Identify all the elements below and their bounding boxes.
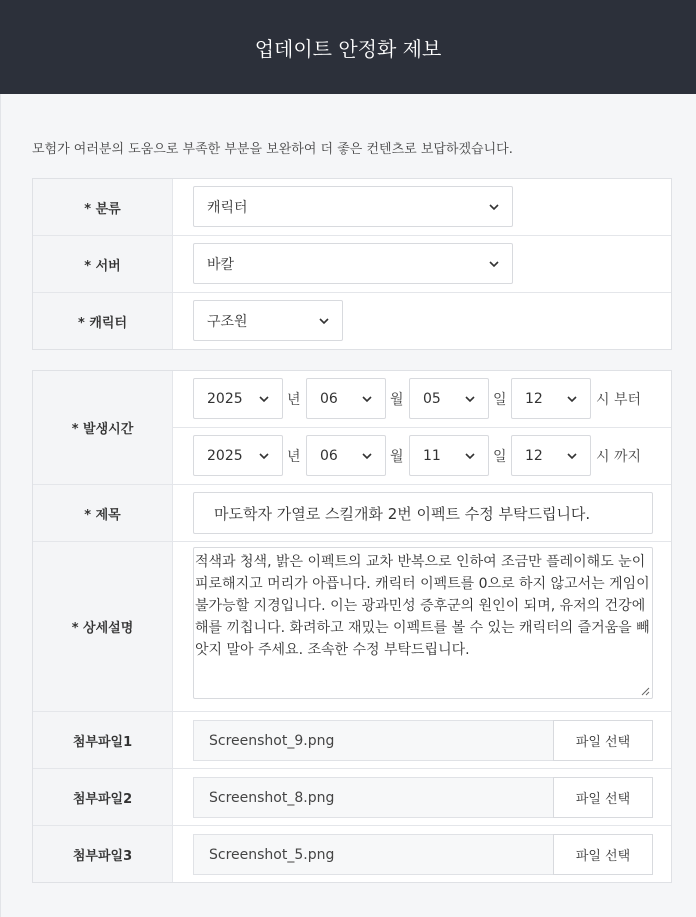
start-day-select[interactable] [409,378,489,419]
attachment-label: 첨부파일2 [33,769,173,825]
end-month-value: 06 [320,447,338,464]
time-row [33,371,671,485]
attachment-filename: Screenshot_9.png [193,720,555,761]
chevron-down-icon [566,393,578,405]
chevron-down-icon [361,393,373,405]
day-unit: 일 [493,392,507,408]
attachment-row-2 [33,769,671,826]
chevron-down-icon [488,201,500,213]
subject-label: * 제목 [33,485,173,541]
attachment-filename: Screenshot_8.png [193,777,555,818]
file-select-button[interactable]: 파일 선택 [553,720,653,761]
attachment-row-1 [33,712,671,769]
end-hour-value: 12 [525,447,543,464]
intro-text: 모험가 여러분의 도움으로 부족한 부분을 보완하여 더 좋은 컨텐츠로 보답하겠습니다. [32,142,513,157]
time-label: * 발생시간 [33,371,173,484]
resize-grip-icon[interactable] [641,687,650,696]
description-label: * 상세설명 [33,542,173,711]
start-time-group [173,371,671,428]
chevron-down-icon [361,450,373,462]
chevron-down-icon [318,315,330,327]
basic-info-table [32,178,672,350]
attachment-row-3 [33,826,671,882]
end-month-select[interactable] [306,435,386,476]
start-hour-select[interactable] [511,378,591,419]
page-header [0,0,696,94]
character-select[interactable] [193,300,343,341]
year-unit: 년 [287,392,301,408]
file-select-button[interactable]: 파일 선택 [553,834,653,875]
start-month-value: 06 [320,390,338,407]
start-year-value: 2025 [207,390,243,407]
category-row [33,179,671,236]
chevron-down-icon [464,393,476,405]
character-value: 구조원 [207,313,248,330]
end-day-select[interactable] [409,435,489,476]
description-row [33,542,671,712]
server-value: 바칼 [207,256,235,273]
day-unit: 일 [493,449,507,465]
report-detail-table [32,370,672,883]
description-value: 적색과 청색, 밝은 이펙트의 교차 반복으로 인하여 조금만 플레이해도 눈이 피로해지고 머리가 아픕니다. 캐릭터 이펙트를 0으로 하지 않고서는 게임이 불가능할 지경입니다. 이는 광과민성 증후군의 원인이 되며, 유저의 건강에 해를 끼칩니다. 화려하고 재밌는 이펙트를 볼 수 있는 캐릭터의 즐거움을 빼앗지 말아 주세요. 조속한 수정 부탁드립니다. [195,554,650,658]
chevron-down-icon [488,258,500,270]
subject-input[interactable] [193,492,653,534]
end-year-value: 2025 [207,447,243,464]
end-hour-select[interactable] [511,435,591,476]
start-hour-value: 12 [525,390,543,407]
attachment-label: 첨부파일1 [33,712,173,768]
month-unit: 월 [390,392,404,408]
subject-value: 마도학자 가열로 스킬개화 2번 이펙트 수정 부탁드립니다. [214,504,591,523]
form-content [0,94,696,917]
category-label: * 분류 [33,179,173,235]
start-day-value: 05 [423,390,441,407]
chevron-down-icon [258,393,270,405]
server-row [33,236,671,293]
start-suffix: 시 부터 [596,392,642,408]
attachment-label: 첨부파일3 [33,826,173,882]
end-suffix: 시 까지 [596,449,642,465]
file-select-button[interactable]: 파일 선택 [553,777,653,818]
character-row [33,293,671,349]
chevron-down-icon [258,450,270,462]
attachment-filename: Screenshot_5.png [193,834,555,875]
subject-row [33,485,671,542]
server-label: * 서버 [33,236,173,292]
chevron-down-icon [566,450,578,462]
start-year-select[interactable] [193,378,283,419]
server-select[interactable] [193,243,513,284]
description-textarea[interactable] [193,547,653,699]
character-label: * 캐릭터 [33,293,173,349]
page-title: 업데이트 안정화 제보 [254,36,442,61]
end-day-value: 11 [423,447,441,464]
chevron-down-icon [464,450,476,462]
start-month-select[interactable] [306,378,386,419]
category-value: 캐릭터 [207,199,248,216]
end-time-group [173,428,671,485]
category-select[interactable] [193,186,513,227]
end-year-select[interactable] [193,435,283,476]
month-unit: 월 [390,449,404,465]
year-unit: 년 [287,449,301,465]
